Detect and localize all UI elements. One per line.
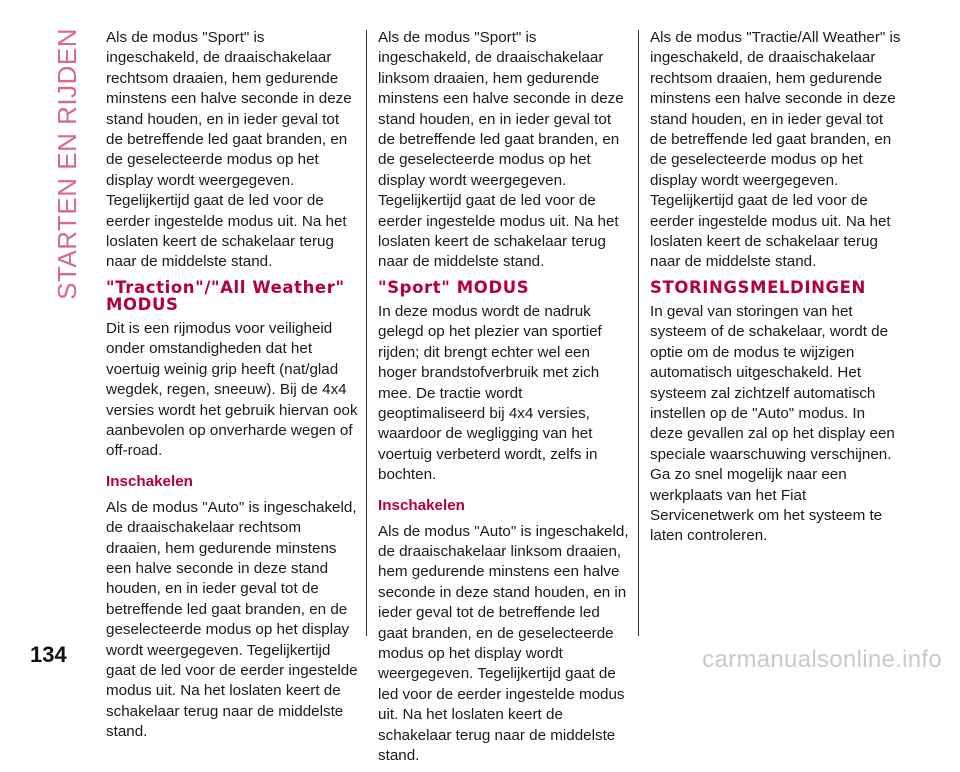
text-column-2 <box>378 28 630 772</box>
text-column-3 <box>650 28 902 553</box>
subheading-inschakelen: Inschakelen <box>106 472 193 490</box>
subheading-inschakelen: Inschakelen <box>378 496 465 514</box>
section-title-vertical <box>51 28 82 300</box>
section-title-text: STARTEN EN RIJDEN <box>51 28 82 300</box>
paragraph: Dit is een rijmodus voor veiligheid onder omstandigheden dat het voertuig weinig grip heeft (nat/glad wegdek, regen, sneeuw). Bij de 4x4 versies wordt het gebruik hiervan ook aanbevolen op onverharde wegen of off-road. <box>106 319 358 460</box>
paragraph: In geval van storingen van het systeem of de schakelaar, wordt de optie om de modus te wijzigen automatisch uitgeschakeld. Het systeem zal zichtzelf automatisch instellen op de "Auto" modus. In deze gevallen zal op het display een speciale waarschuwing verschijnen. Ga zo snel mogelijk naar een werkplaats van het Fiat Servicenetwerk om het systeem te laten controleren. <box>650 302 895 545</box>
column-divider <box>366 30 367 636</box>
heading-traction-modus: "Traction"/"All Weather" MODUS <box>106 277 345 314</box>
paragraph: Als de modus "Auto" is ingeschakeld, de draaischakelaar linksom draaien, hem gedurende minstens een halve seconde in deze stand houden, en in ieder geval tot de betreffende led gaat branden, en de geselecteerde modus op het display wordt weergegeven. Tegelijkertijd gaat de led voor de eerder ingestelde modus uit. Na het loslaten keert de schakelaar terug naar de middelste stand. <box>378 522 629 764</box>
paragraph: Als de modus "Auto" is ingeschakeld, de draaischakelaar rechtsom draaien, hem gedurende minstens een halve seconde in deze stand houden, en in ieder geval tot de betreffende led gaat branden, en de geselecteerde modus op het display wordt weergegeven. Tegelijkertijd gaat de led voor de eerder ingestelde modus uit. Na het loslaten keert de schakelaar terug naar de middelste stand. <box>106 498 358 741</box>
heading-sport-modus: "Sport" MODUS <box>378 277 530 297</box>
paragraph: Als de modus "Tractie/All Weather" is ingeschakeld, de draaischakelaar rechtsom draaien, hem gedurende minstens een halve seconde in deze stand houden, en in ieder geval tot de betreffende led gaat branden, en de geselecteerde modus op het display wordt weergegeven. Tegelijkertijd gaat de led voor de eerder ingestelde modus uit. Na het loslaten keert de schakelaar terug naar de middelste stand. <box>650 29 901 271</box>
column-divider <box>638 30 639 636</box>
watermark: carmanualsonline.info <box>702 646 942 673</box>
paragraph: Als de modus "Sport" is ingeschakeld, de draaischakelaar linksom draaien, hem gedurende minstens een halve seconde in deze stand houden, en in ieder geval tot de betreffende led gaat branden, en de geselecteerde modus op het display wordt weergegeven. Tegelijkertijd gaat de led voor de eerder ingestelde modus uit. Na het loslaten keert de schakelaar terug naar de middelste stand. <box>378 29 624 271</box>
text-column-1 <box>106 28 358 749</box>
heading-storingsmeldingen: STORINGSMELDINGEN <box>650 277 866 297</box>
paragraph: Als de modus "Sport" is ingeschakeld, de draaischakelaar rechtsom draaien, hem gedurende minstens een halve seconde in deze stand houden, en in ieder geval tot de betreffende led gaat branden, en de geselecteerde modus op het display wordt weergegeven. Tegelijkertijd gaat de led voor de eerder ingestelde modus uit. Na het loslaten keert de schakelaar terug naar de middelste stand. <box>106 29 352 271</box>
page-number: 134 <box>30 642 67 667</box>
paragraph: In deze modus wordt de nadruk gelegd op het plezier van sportief rijden; dit brengt echter wel een hoger brandstofverbruik met zich mee. De tractie wordt geoptimaliseerd bij 4x4 versies, waardoor de wegligging van het voertuig verbeterd wordt, zelfs in bochten. <box>378 302 602 484</box>
